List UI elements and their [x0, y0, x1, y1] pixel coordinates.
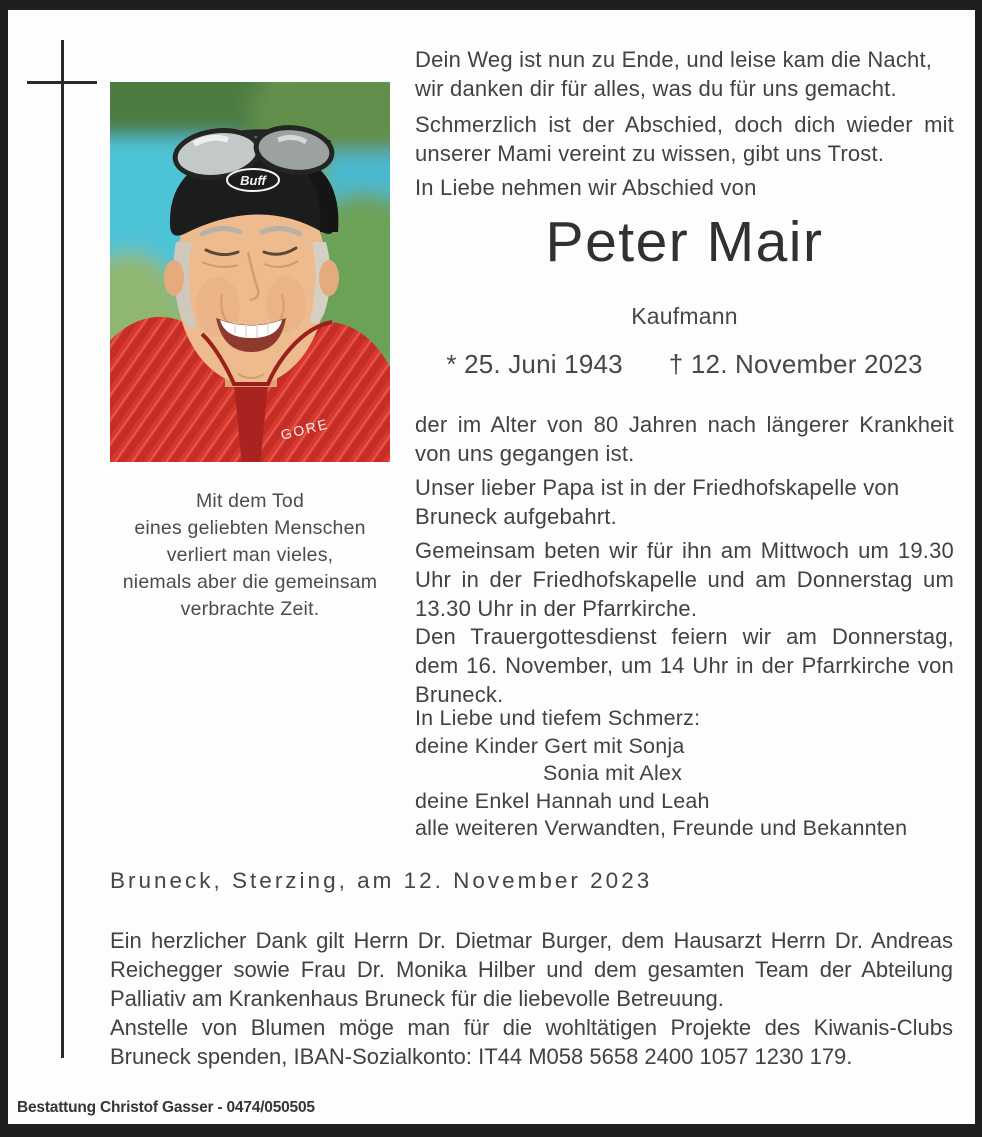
cap-logo-text: Buff [240, 173, 266, 188]
death-date: † 12. November 2023 [668, 349, 923, 379]
funeral-home-footer: Bestattung Christof Gasser - 0474/050505 [17, 1099, 315, 1116]
verse-line-1: Dein Weg ist nun zu Ende, und leise kam die Nacht, [415, 47, 933, 72]
thanks-paragraph: Ein herzlicher Dank gilt Herrn Dr. Dietmar Burger, dem Hausarzt Herrn Dr. Andreas Reichegger sowie Frau Dr. Monika Hilber und dem gesamten Team der Abteilung Palliativ am Krankenhaus Bruneck für die liebevolle Betreuung. [110, 928, 953, 1011]
obituary-paragraph-3: Gemeinsam beten wir für ihn am Mittwoch um 19.30 Uhr in der Friedhofskapelle und am Donnerstag um 13.30 Uhr in der Pfarrkirche. [415, 538, 954, 621]
consolation-paragraph: Schmerzlich ist der Abschied, doch dich wieder mit unserer Mami vereint zu wissen, gibt uns Trost. [415, 112, 954, 166]
memorial-quote [94, 488, 406, 623]
deceased-profession: Kaufmann [631, 303, 738, 329]
deceased-name: Peter Mair [545, 210, 824, 274]
mourner-line: deine Enkel Hannah und Leah [415, 788, 710, 813]
cross-icon-bar [27, 81, 97, 84]
mourning-block [415, 705, 954, 843]
quote-line: Mit dem Tod [195, 490, 305, 512]
farewell-intro: In Liebe nehmen wir Abschied von [415, 175, 757, 200]
obituary-paragraph-1: der im Alter von 80 Jahren nach längerer Krankheit von uns gegangen ist. [415, 412, 954, 466]
portrait-illustration [110, 82, 390, 462]
jacket-logo-text: GORE [278, 415, 331, 443]
quote-line: niemals aber die gemeinsam [122, 571, 378, 593]
obituary-paragraph-4: Den Trauergottesdienst feiern wir am Donnerstag, dem 16. November, um 14 Uhr in der Pfarrkirche von Bruneck. [415, 624, 954, 707]
place-date-line: Bruneck, Sterzing, am 12. November 2023 [110, 868, 653, 893]
mourner-line: deine Kinder Gert mit Sonja [415, 733, 685, 758]
mourner-line: Sonia mit Alex [543, 761, 683, 785]
quote-line: verliert man vieles, [166, 544, 334, 566]
cross-icon [61, 40, 64, 1058]
mourning-header: In Liebe und tiefem Schmerz: [415, 706, 701, 730]
portrait-photo [110, 82, 390, 462]
birth-date: * 25. Juni 1943 [446, 349, 623, 379]
quote-line: eines geliebten Menschen [134, 517, 366, 539]
mourner-line: alle weiteren Verwandten, Freunde und Bekannten [415, 816, 908, 840]
opening-verse [415, 45, 954, 103]
mourners-list [415, 733, 954, 843]
life-dates [415, 350, 954, 379]
quote-line: verbrachte Zeit. [180, 598, 320, 620]
obituary-card [8, 10, 975, 1124]
verse-line-2: wir danken dir für alles, was du für uns gemacht. [415, 76, 897, 101]
donation-paragraph: Anstelle von Blumen möge man für die wohltätigen Projekte des Kiwanis-Clubs Bruneck spenden, IBAN-Sozialkonto: IT44 M058 5658 2400 1057 1230 179. [110, 1015, 953, 1069]
obituary-paragraph-2: Unser lieber Papa ist in der Friedhofskapelle von Bruneck aufgebahrt. [415, 475, 900, 529]
